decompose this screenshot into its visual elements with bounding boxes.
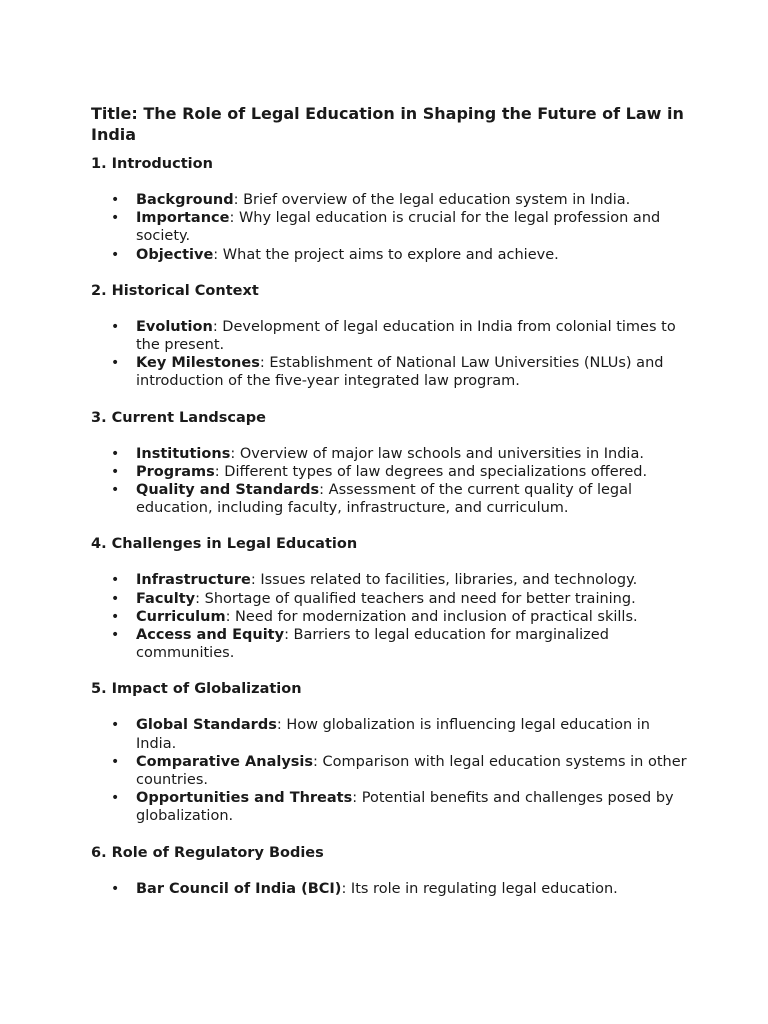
item-description: : Overview of major law schools and universities in India. xyxy=(230,445,644,462)
bullet-list xyxy=(91,191,691,264)
document-title: Title: The Role of Legal Education in Shaping the Future of Law in India xyxy=(91,104,684,144)
item-description: : Assessment of the current quality of legal education, including faculty, infrastructure, and curriculum. xyxy=(136,482,633,517)
list-item xyxy=(91,571,691,589)
item-term: Background xyxy=(136,192,234,208)
item-description: : Different types of law degrees and specializations offered. xyxy=(214,463,648,480)
item-term: Opportunities and Threats xyxy=(136,790,353,807)
list-item xyxy=(91,246,691,264)
bullet-list xyxy=(91,716,691,825)
bullet-icon: • xyxy=(111,627,120,644)
list-item xyxy=(91,463,691,481)
item-description: : Comparison with legal education systems in other countries. xyxy=(136,753,687,789)
item-term: Comparative Analysis xyxy=(136,753,314,770)
list-item xyxy=(91,753,691,789)
item-term: Evolution xyxy=(136,318,213,335)
item-description: : Its role in regulating legal education. xyxy=(341,880,618,897)
bullet-icon: • xyxy=(111,608,120,625)
item-term: Importance xyxy=(136,210,230,227)
bullet-icon: • xyxy=(111,717,120,734)
bullet-icon: • xyxy=(111,590,120,607)
list-item xyxy=(91,481,691,517)
bullet-list xyxy=(91,571,691,662)
bullet-icon: • xyxy=(111,210,120,227)
item-description: : What the project aims to explore and achieve. xyxy=(213,246,559,263)
item-term: Global Standards xyxy=(136,717,277,734)
list-item xyxy=(91,354,691,390)
item-description: : How globalization is influencing legal education in India. xyxy=(136,717,650,752)
item-description: : Barriers to legal education for marginalized communities. xyxy=(136,627,609,662)
item-term: Objective xyxy=(136,246,214,263)
bullet-list xyxy=(91,318,691,391)
list-item xyxy=(91,445,691,463)
item-description: : Establishment of National Law Universities (NLUs) and introduction of the five-year integrated law program. xyxy=(136,355,664,390)
item-description: : Development of legal education in India from colonial times to the present. xyxy=(136,318,676,354)
bullet-icon: • xyxy=(111,445,120,462)
bullet-icon: • xyxy=(111,482,120,499)
list-item xyxy=(91,209,691,245)
sections-container xyxy=(91,155,691,898)
section-heading: 2. Historical Context xyxy=(91,282,259,299)
bullet-list xyxy=(91,880,691,898)
bullet-icon: • xyxy=(111,192,120,208)
document-page xyxy=(91,103,691,916)
bullet-list xyxy=(91,445,691,518)
item-term: Quality and Standards xyxy=(136,482,320,499)
bullet-icon: • xyxy=(111,572,120,589)
section-heading: 1. Introduction xyxy=(91,156,213,172)
item-description: : Why legal education is crucial for the legal profession and society. xyxy=(136,210,661,245)
item-description: : Issues related to facilities, libraries, and technology. xyxy=(250,572,638,589)
bullet-icon: • xyxy=(111,790,120,807)
bullet-icon: • xyxy=(111,463,120,480)
bullet-icon: • xyxy=(111,355,120,372)
item-term: Infrastructure xyxy=(136,572,251,589)
list-item xyxy=(91,789,691,825)
section-heading: 4. Challenges in Legal Education xyxy=(91,536,358,553)
list-item xyxy=(91,191,691,209)
item-description: : Brief overview of the legal education system in India. xyxy=(233,192,631,208)
section-heading: 3. Current Landscape xyxy=(91,409,266,426)
bullet-icon: • xyxy=(111,753,120,770)
list-item xyxy=(91,880,691,898)
list-item xyxy=(91,590,691,608)
item-description: : Need for modernization and inclusion of practical skills. xyxy=(225,608,638,625)
item-description: : Potential benefits and challenges posed by globalization. xyxy=(136,790,674,825)
item-term: Curriculum xyxy=(136,608,226,625)
item-term: Key Milestones xyxy=(136,355,260,372)
item-term: Programs xyxy=(136,463,215,480)
bullet-icon: • xyxy=(111,318,120,335)
list-item xyxy=(91,608,691,626)
bullet-icon: • xyxy=(111,246,120,263)
item-description: : Shortage of qualified teachers and need for better training. xyxy=(195,590,636,607)
item-term: Institutions xyxy=(136,445,231,462)
list-item xyxy=(91,626,691,662)
section-heading: 5. Impact of Globalization xyxy=(91,681,302,698)
item-term: Bar Council of India (BCI) xyxy=(136,880,342,897)
list-item xyxy=(91,318,691,354)
bullet-icon: • xyxy=(111,880,120,897)
item-term: Faculty xyxy=(136,590,196,607)
list-item xyxy=(91,716,691,752)
item-term: Access and Equity xyxy=(136,627,285,644)
section-heading: 6. Role of Regulatory Bodies xyxy=(91,844,324,861)
